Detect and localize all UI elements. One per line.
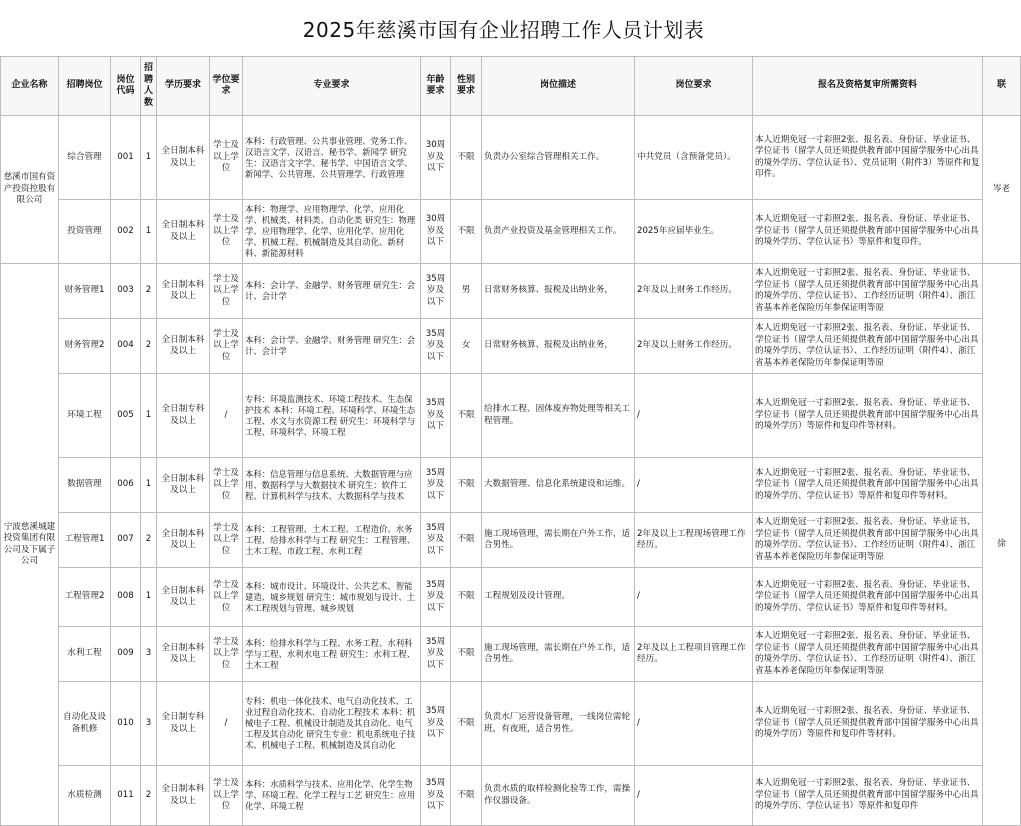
position-cell: 水质检测: [59, 766, 111, 826]
gender-cell: 不限: [451, 116, 482, 200]
major-cell: 本科：工程管理、土木工程、工程造价、水务工程、给排水科学与工程 研究生：工程管理、土木工程、市政工程、水利工程: [243, 513, 421, 568]
gender-cell: 不限: [451, 682, 482, 766]
education-cell: 全日制本科及以上: [157, 264, 210, 319]
age-cell: 35周岁及以下: [421, 374, 451, 458]
table-row: [1, 627, 1021, 682]
position-cell: 工程管理1: [59, 513, 111, 568]
gender-cell: 女: [451, 319, 482, 374]
education-cell: 全日制专科及以上: [157, 682, 210, 766]
position-cell: 财务管理1: [59, 264, 111, 319]
code-cell: 011: [111, 766, 141, 826]
description-cell: 工程规划及设计管理。: [482, 568, 635, 627]
position-cell: 财务管理2: [59, 319, 111, 374]
table-row: [1, 766, 1021, 826]
education-cell: 全日制本科及以上: [157, 116, 210, 200]
requirement-cell: 2年及以上财务工作经历。: [635, 264, 753, 319]
gender-cell: 不限: [451, 568, 482, 627]
code-cell: 008: [111, 568, 141, 627]
requirement-cell: 2年及以上财务工作经历。: [635, 319, 753, 374]
recruitment-table: [0, 56, 1021, 826]
table-row: [1, 374, 1021, 458]
code-cell: 003: [111, 264, 141, 319]
count-cell: 3: [141, 682, 157, 766]
table-row: [1, 200, 1021, 264]
description-cell: 施工现场管理，需长期在户外工作，适合男性。: [482, 627, 635, 682]
degree-cell: 学士及以上学位: [210, 458, 243, 513]
degree-cell: 学士及以上学位: [210, 568, 243, 627]
major-cell: 本科：水质科学与技术、应用化学、化学生物学、环境工程、化学工程与工艺 研究生：应用化学、环境工程: [243, 766, 421, 826]
degree-cell: 学士及以上学位: [210, 319, 243, 374]
table-row: [1, 264, 1021, 319]
degree-cell: /: [210, 374, 243, 458]
gender-cell: 男: [451, 264, 482, 319]
age-cell: 30周岁及以下: [421, 200, 451, 264]
requirement-cell: /: [635, 374, 753, 458]
count-cell: 1: [141, 568, 157, 627]
count-cell: 3: [141, 627, 157, 682]
position-cell: 工程管理2: [59, 568, 111, 627]
documents-cell: 本人近期免冠一寸彩照2张、报名表、身份证、毕业证书、学位证书（留学人员还须提供教育部中国留学服务中心出具的境外学历、学位认证书）、工作经历证明（附件4）、浙江省基本养老保险历年参保证明等原: [753, 627, 983, 682]
table-row: [1, 513, 1021, 568]
code-cell: 007: [111, 513, 141, 568]
header-education: 学历要求: [157, 57, 210, 116]
description-cell: 日常财务核算、报税及出纳业务，: [482, 264, 635, 319]
education-cell: 全日制本科及以上: [157, 458, 210, 513]
documents-cell: 本人近期免冠一寸彩照2张、报名表、身份证、毕业证书、学位证书（留学人员还须提供教育部中国留学服务中心出具的境外学历、学位认证书）、党员证明（附件3）等原件和复印件。: [753, 116, 983, 200]
description-cell: 大数据管理、信息化系统建设和运维。: [482, 458, 635, 513]
description-cell: 负责水厂运营设备管理，一线岗位需轮班，有夜班，适合男性。: [482, 682, 635, 766]
count-cell: 1: [141, 458, 157, 513]
major-cell: 本科：信息管理与信息系统、大数据管理与应用、数据科学与大数据技术 研究生：软件工程、计算机科学与技术、大数据科学与技术: [243, 458, 421, 513]
major-cell: 专科：机电一体化技术、电气自动化技术、工业过程自动化技术、自动化工程技术 本科：机械电子工程、机械设计制造及其自动化、电气工程及其自动化 研究生专业：机电系统电子技术、机械电子工程、机械制造及其自动化: [243, 682, 421, 766]
age-cell: 35周岁及以下: [421, 627, 451, 682]
age-cell: 30周岁及以下: [421, 116, 451, 200]
major-cell: 专科：环境监测技术、环境工程技术、生态保护技术 本科：环境工程、环境科学、环境生态工程、水文与水资源工程 研究生：环境科学与工程、环境科学、环境工程: [243, 374, 421, 458]
code-cell: 009: [111, 627, 141, 682]
count-cell: 2: [141, 264, 157, 319]
education-cell: 全日制本科及以上: [157, 766, 210, 826]
education-cell: 全日制本科及以上: [157, 513, 210, 568]
code-cell: 001: [111, 116, 141, 200]
documents-cell: 本人近期免冠一寸彩照2张、报名表、身份证、毕业证书、学位证书（留学人员还须提供教育部中国留学服务中心出具的境外学历、学位认证书）、工作经历证明（附件4）、浙江省基本养老保险历年参保证明等原: [753, 513, 983, 568]
header-contact: 联: [983, 57, 1021, 116]
age-cell: 35周岁及以下: [421, 319, 451, 374]
degree-cell: /: [210, 682, 243, 766]
gender-cell: 不限: [451, 374, 482, 458]
table-row: [1, 568, 1021, 627]
documents-cell: 本人近期免冠一寸彩照2张、报名表、身份证、毕业证书、学位证书（留学人员还须提供教育部中国留学服务中心出具的境外学历、学位认证书）、工作经历证明（附件4）、浙江省基本养老保险历年参保证明等原: [753, 319, 983, 374]
requirement-cell: /: [635, 568, 753, 627]
degree-cell: 学士及以上学位: [210, 264, 243, 319]
count-cell: 1: [141, 116, 157, 200]
code-cell: 005: [111, 374, 141, 458]
documents-cell: 本人近期免冠一寸彩照2张、报名表、身份证、毕业证书、学位证书（留学人员还须提供教育部中国留学服务中心出具的境外学历、学位认证书）、工作经历证明（附件4）、浙江省基本养老保险历年参保证明等原: [753, 264, 983, 319]
education-cell: 全日制本科及以上: [157, 568, 210, 627]
position-cell: 投资管理: [59, 200, 111, 264]
requirement-cell: 2年及以上工程现场管理工作经历。: [635, 513, 753, 568]
age-cell: 35周岁及以下: [421, 682, 451, 766]
table-row: [1, 682, 1021, 766]
requirement-cell: /: [635, 458, 753, 513]
table-row: [1, 116, 1021, 200]
position-cell: 综合管理: [59, 116, 111, 200]
degree-cell: 学士及以上学位: [210, 627, 243, 682]
header-documents: 报名及资格复审所需资料: [753, 57, 983, 116]
major-cell: 本科：行政管理、公共事业管理、党务工作、汉语言文学、汉语言、秘书学、新闻学 研究生：汉语言文字学、秘书学、中国语言文学、新闻学、公共管理、公共管理学、行政管理: [243, 116, 421, 200]
requirement-cell: /: [635, 682, 753, 766]
count-cell: 1: [141, 200, 157, 264]
degree-cell: 学士及以上学位: [210, 116, 243, 200]
count-cell: 2: [141, 766, 157, 826]
header-code: 岗位代码: [111, 57, 141, 116]
description-cell: 给排水工程、固体废弃物处理等相关工程管理。: [482, 374, 635, 458]
gender-cell: 不限: [451, 766, 482, 826]
documents-cell: 本人近期免冠一寸彩照2张、报名表、身份证、毕业证书、学位证书（留学人员还须提供教育部中国留学服务中心出具的境外学历）等原件和复印件等材料。: [753, 374, 983, 458]
position-cell: 自动化及设备机修: [59, 682, 111, 766]
education-cell: 全日制本科及以上: [157, 627, 210, 682]
description-cell: 负责办公室综合管理相关工作。: [482, 116, 635, 200]
age-cell: 35周岁及以下: [421, 458, 451, 513]
contact-cell: 岑老: [983, 116, 1021, 264]
table-row: [1, 319, 1021, 374]
age-cell: 35周岁及以下: [421, 568, 451, 627]
major-cell: 本科：给排水科学与工程、水务工程、水利科学与工程、水利水电工程 研究生：水利工程、土木工程: [243, 627, 421, 682]
documents-cell: 本人近期免冠一寸彩照2张、报名表、身份证、毕业证书、学位证书（留学人员还须提供教育部中国留学服务中心出具的境外学历、学位认证书）等原件和复印件: [753, 766, 983, 826]
description-cell: 施工现场管理，需长期在户外工作，适合男性。: [482, 513, 635, 568]
description-cell: 负责水质的取样检测化验等工作，需操作仪器设备。: [482, 766, 635, 826]
documents-cell: 本人近期免冠一寸彩照2张、报名表、身份证、毕业证书、学位证书（留学人员还须提供教育部中国留学服务中心出具的境外学历、学位认证书）等原件和复印件等材料。: [753, 458, 983, 513]
age-cell: 35周岁及以下: [421, 766, 451, 826]
gender-cell: 不限: [451, 200, 482, 264]
degree-cell: 学士及以上学位: [210, 766, 243, 826]
gender-cell: 不限: [451, 627, 482, 682]
gender-cell: 不限: [451, 513, 482, 568]
degree-cell: 学士及以上学位: [210, 200, 243, 264]
header-age: 年龄要求: [421, 57, 451, 116]
major-cell: 本科：会计学、金融学、财务管理 研究生：会计、会计学: [243, 319, 421, 374]
header-description: 岗位描述: [482, 57, 635, 116]
code-cell: 006: [111, 458, 141, 513]
header-requirement: 岗位要求: [635, 57, 753, 116]
age-cell: 35周岁及以下: [421, 513, 451, 568]
header-company: 企业名称: [1, 57, 59, 116]
code-cell: 010: [111, 682, 141, 766]
position-cell: 水利工程: [59, 627, 111, 682]
page-title: 2025年慈溪市国有企业招聘工作人员计划表: [302, 18, 705, 42]
major-cell: 本科：会计学、金融学、财务管理 研究生：会计、会计学: [243, 264, 421, 319]
age-cell: 35周岁及以下: [421, 264, 451, 319]
code-cell: 004: [111, 319, 141, 374]
contact-cell: 徐: [983, 264, 1021, 826]
header-count: 招聘人数: [141, 57, 157, 116]
company-cell: 慈溪市国有资产投资控股有限公司: [1, 116, 59, 264]
documents-cell: 本人近期免冠一寸彩照2张、报名表、身份证、毕业证书、学位证书（留学人员还须提供教育部中国留学服务中心出具的境外学历、学位认证书）等原件和复印件等材料。: [753, 568, 983, 627]
major-cell: 本科：物理学、应用物理学、化学、应用化学、机械类、材料类、自动化类 研究生：物理学、应用物理学、化学、应用化学、应用化学、机械工程、机械制造及其自动化、新材料、新能源材料: [243, 200, 421, 264]
company-cell: 宁波慈溪城建投资集团有限公司及下属子公司: [1, 264, 59, 826]
count-cell: 2: [141, 319, 157, 374]
education-cell: 全日制本科及以上: [157, 319, 210, 374]
code-cell: 002: [111, 200, 141, 264]
requirement-cell: /: [635, 766, 753, 826]
count-cell: 1: [141, 374, 157, 458]
documents-cell: 本人近期免冠一寸彩照2张、报名表、身份证、毕业证书、学位证书（留学人员还须提供教育部中国留学服务中心出具的境外学历）等原件和复印件等材料。: [753, 682, 983, 766]
requirement-cell: 中共党员（含预备党员）。: [635, 116, 753, 200]
education-cell: 全日制专科及以上: [157, 374, 210, 458]
major-cell: 本科：城市设计、环境设计、公共艺术、智能建造、城乡规划 研究生：城市规划与设计、土木工程规划与管理、城乡规划: [243, 568, 421, 627]
gender-cell: 不限: [451, 458, 482, 513]
position-cell: 数据管理: [59, 458, 111, 513]
header-position: 招聘岗位: [59, 57, 111, 116]
position-cell: 环境工程: [59, 374, 111, 458]
degree-cell: 学士及以上学位: [210, 513, 243, 568]
documents-cell: 本人近期免冠一寸彩照2张、报名表、身份证、毕业证书、学位证书（留学人员还须提供教育部中国留学服务中心出具的境外学历、学位认证书）等原件和复印件。: [753, 200, 983, 264]
description-cell: 日常财务核算、报税及出纳业务，: [482, 319, 635, 374]
header-row: [1, 57, 1021, 116]
header-major: 专业要求: [243, 57, 421, 116]
requirement-cell: 2025年应届毕业生。: [635, 200, 753, 264]
header-degree: 学位要求: [210, 57, 243, 116]
requirement-cell: 2年及以上工程项目管理工作经历。: [635, 627, 753, 682]
header-gender: 性别要求: [451, 57, 482, 116]
education-cell: 全日制本科及以上: [157, 200, 210, 264]
description-cell: 负责产业投资及基金管理相关工作。: [482, 200, 635, 264]
table-row: [1, 458, 1021, 513]
count-cell: 2: [141, 513, 157, 568]
